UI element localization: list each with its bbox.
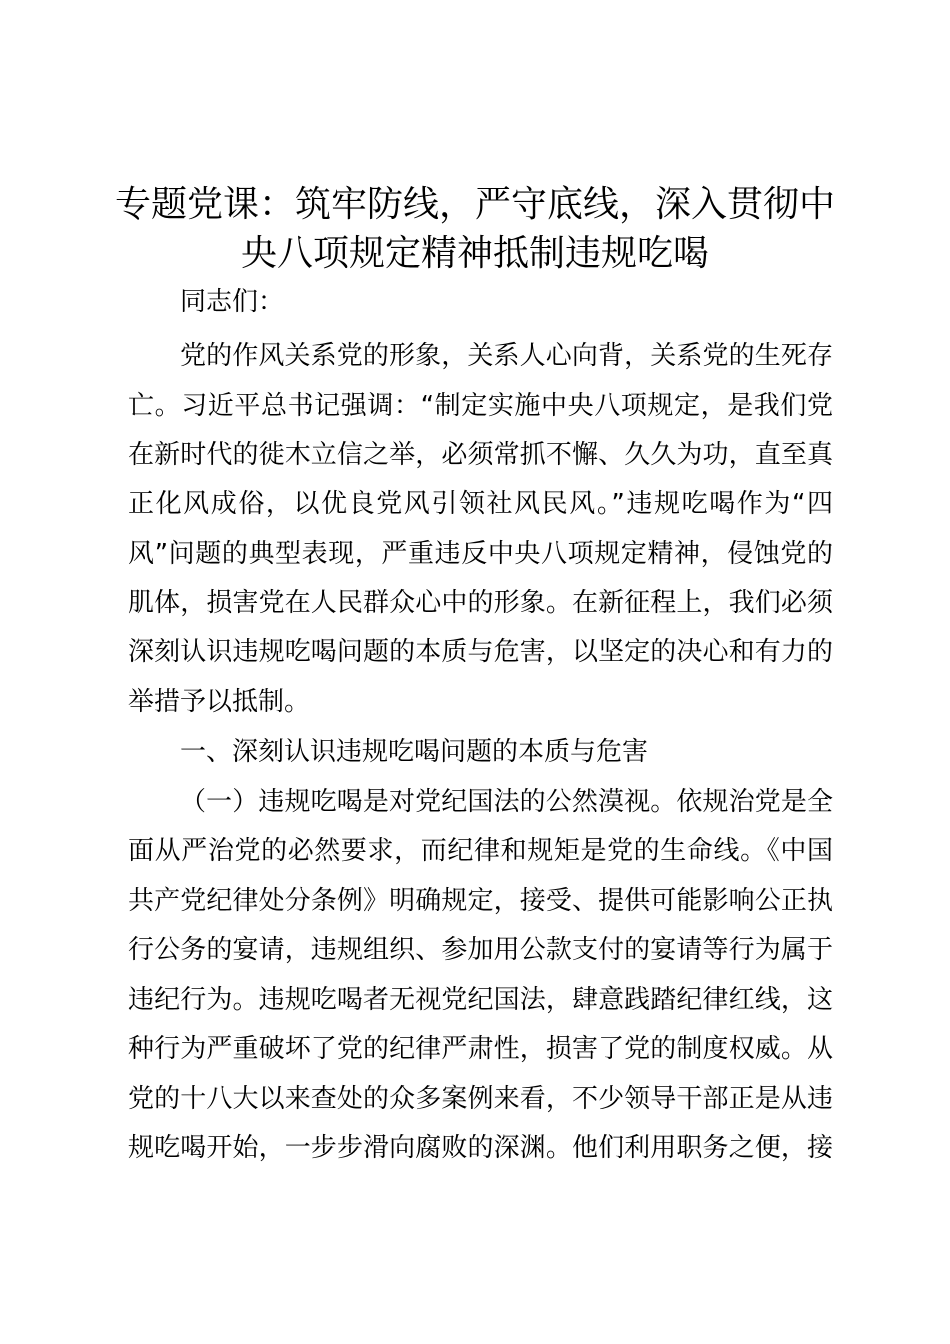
paragraph-line: 在新时代的徙木立信之举，必须常抓不懈、久久为功，直至真 (128, 440, 833, 470)
paragraph-line: 举措予以抵制。 (128, 687, 311, 717)
paragraph-line: 面从严治党的必然要求，而纪律和规矩是党的生命线。《中国 (128, 836, 833, 866)
paragraph-line: 深刻认识违规吃喝问题的本质与危害，以坚定的决心和有力的 (128, 637, 833, 667)
salutation: 同志们： (180, 287, 285, 317)
document-title-line-2: 央八项规定精神抵制违规吃喝 (240, 233, 709, 274)
paragraph-line: 党的十八大以来查处的众多案例来看，不少领导干部正是从违 (128, 1084, 833, 1114)
paragraph-line: （一）违规吃喝是对党纪国法的公然漠视。依规治党是全 (180, 787, 833, 817)
paragraph-line: 种行为严重破坏了党的纪律严肃性，损害了党的制度权威。从 (128, 1034, 833, 1064)
paragraph-line: 行公务的宴请，违规组织、参加用公款支付的宴请等行为属于 (128, 935, 833, 965)
paragraph-line: 正化风成俗，以优良党风引领社风民风。”违规吃喝作为“四 (128, 489, 833, 519)
paragraph-line: 风”问题的典型表现，严重违反中央八项规定精神，侵蚀党的 (128, 539, 833, 569)
section-heading: 一、深刻认识违规吃喝问题的本质与危害 (180, 737, 649, 767)
paragraph-line: 肌体，损害党在人民群众心中的形象。在新征程上，我们必须 (128, 588, 833, 618)
paragraph-line: 违纪行为。违规吃喝者无视党纪国法，肆意践踏纪律红线，这 (128, 985, 833, 1015)
paragraph-line: 共产党纪律处分条例》明确规定，接受、提供可能影响公正执 (128, 886, 833, 916)
paragraph-line: 规吃喝开始，一步步滑向腐败的深渊。他们利用职务之便，接 (128, 1133, 833, 1163)
paragraph-line: 亡。习近平总书记强调：“制定实施中央八项规定，是我们党 (128, 391, 833, 421)
document-title-line-1: 专题党课：筑牢防线，严守底线，深入贯彻中 (114, 184, 835, 225)
paragraph-line: 党的作风关系党的形象，关系人心向背，关系党的生死存 (180, 341, 833, 371)
